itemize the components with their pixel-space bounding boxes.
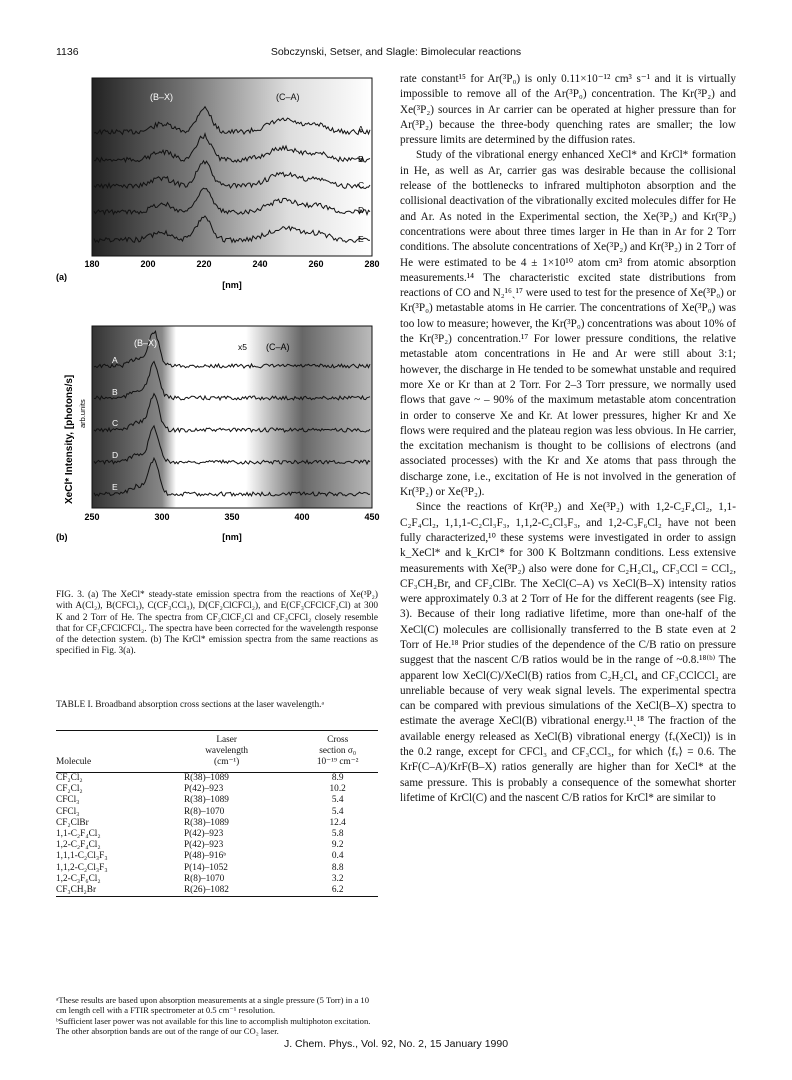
col-header-laser bbox=[156, 731, 297, 773]
trace-label-c: C bbox=[112, 418, 119, 428]
page-header bbox=[56, 46, 736, 62]
x-axis-label-b: [nm] bbox=[222, 532, 242, 542]
table-note-a: ᵃThese results are based upon absorption measurements at a single pressure (5 Torr) in a 10 cm length cell with a FTIR spectrometer at 0.5 cm⁻¹ resolution. bbox=[56, 995, 370, 1016]
x-tick: 400 bbox=[294, 512, 310, 522]
cell-laser: R(38)–1089 bbox=[183, 795, 229, 806]
band-label-ca: (C–A) bbox=[266, 342, 290, 352]
cell-cross: 5.4 bbox=[331, 806, 344, 817]
table-notes bbox=[56, 995, 378, 1036]
cell-cross: 0.4 bbox=[331, 851, 344, 862]
trace-label-a: A bbox=[112, 355, 118, 365]
x-axis-label-a: [nm] bbox=[222, 280, 242, 290]
cell-molecule: 1,1-C₂F₄Cl₂ bbox=[56, 829, 101, 840]
trace-label-d: D bbox=[358, 205, 365, 215]
cell-laser: R(26)–1082 bbox=[183, 885, 229, 896]
table-row bbox=[56, 885, 378, 897]
cell-cross: 8.9 bbox=[331, 773, 344, 783]
paragraph-1: rate constant¹⁵ for Ar(³P₀) is only 0.11×10⁻¹² cm³ s⁻¹ and it is virtually impossible to remove all of the Ar(³P₀) concentration. The Kr(³P₂) and Xe(³P₂) sources in Ar carrier can be operated at higher pressure than for Ar(³P₂) because the three-body quenching rates are smaller; the low pressure limits are determined by the diffusion rates. bbox=[400, 73, 736, 147]
cell-molecule: 1,1,1-C₂Cl₃F₃ bbox=[56, 851, 108, 862]
trace-label-d: D bbox=[112, 450, 119, 460]
col-header-cross bbox=[297, 731, 378, 773]
trace-label-c: C bbox=[358, 180, 365, 190]
table-row bbox=[56, 795, 378, 806]
running-title: Sobczynski, Setser, and Slagle: Bimolecular reactions bbox=[270, 46, 522, 58]
trace-label-a: A bbox=[358, 124, 364, 134]
cell-molecule: 1,2-C₃F₆Cl₂ bbox=[56, 873, 101, 884]
cell-molecule: CF₂Cl₂ bbox=[56, 773, 83, 783]
y-axis-label-b: XeCl* Intensity, [photons/s] bbox=[64, 374, 75, 504]
table-row bbox=[56, 874, 378, 885]
journal-footer: J. Chem. Phys., Vol. 92, No. 2, 15 January 1990 bbox=[283, 1038, 509, 1050]
header-line: 10⁻¹⁹ cm⁻² bbox=[316, 757, 359, 767]
cell-cross: 12.4 bbox=[329, 817, 346, 828]
x-tick: 240 bbox=[252, 259, 268, 269]
cell-molecule: 1,1,2-C₂Cl₃F₃ bbox=[56, 862, 108, 873]
x-tick: 280 bbox=[364, 259, 380, 269]
x-tick: 300 bbox=[154, 512, 170, 522]
cell-laser: P(48)–916ᵇ bbox=[183, 851, 227, 862]
cell-cross: 5.8 bbox=[331, 829, 344, 840]
scale-label-x5: x5 bbox=[238, 342, 247, 352]
cell-cross: 8.8 bbox=[331, 862, 344, 873]
table-body bbox=[56, 773, 378, 902]
cell-laser: R(8)–1070 bbox=[183, 873, 225, 884]
figure-caption: FIG. 3. (a) The XeCl* steady-state emission spectra from the reactions of Xe(³P₂) with A(Cl₂), B(CFCl₃), C(CF₃CCl₃), D(CF₂ClCFCl₂), and E(CF₃CFClCF₂Cl) at 300 K and 2 Torr of He. The spectra from CF₂ClCF₂Cl and CF₃CFCl₂ closely resemble that for CF₃CFClCFCl₂. The spectra have been corrected for the wavelength response of the detection system. (b) The KrCl* emission spectra from the same reactions as specified in Fig. 3(a). bbox=[56, 590, 378, 657]
x-tick: 350 bbox=[224, 512, 240, 522]
page-number: 1136 bbox=[56, 46, 79, 58]
cell-molecule: CFCl₃ bbox=[56, 806, 80, 817]
band-label-bx: (B–X) bbox=[134, 338, 158, 348]
trace-label-b: B bbox=[358, 154, 364, 164]
header-line: Laser bbox=[216, 735, 237, 745]
x-tick: 200 bbox=[140, 259, 156, 269]
table-header-row bbox=[56, 731, 378, 773]
trace-label-e: E bbox=[358, 234, 364, 244]
cell-cross: 3.2 bbox=[331, 873, 344, 884]
trace-label-b: B bbox=[112, 387, 118, 397]
figure-3b-plot bbox=[54, 318, 384, 566]
body-text-column bbox=[400, 72, 736, 806]
panel-label-b: (b) bbox=[56, 532, 68, 542]
x-tick: 260 bbox=[308, 259, 324, 269]
cell-cross: 6.2 bbox=[331, 885, 344, 896]
header-line: Cross bbox=[327, 735, 349, 745]
plot-area-shading bbox=[92, 326, 372, 508]
cell-cross: 9.2 bbox=[331, 840, 344, 851]
cell-laser: R(38)–1089 bbox=[183, 773, 229, 783]
band-label-ca: (C–A) bbox=[276, 92, 300, 102]
figure-3a bbox=[54, 70, 384, 310]
table-row bbox=[56, 807, 378, 818]
x-tick: 250 bbox=[84, 512, 100, 522]
table-row bbox=[56, 851, 378, 862]
y-axis-sublabel-b: arb.units bbox=[78, 399, 87, 428]
cell-laser: P(42)–923 bbox=[183, 840, 224, 851]
cell-molecule: 1,2-C₂F₄Cl₂ bbox=[56, 840, 101, 851]
x-tick: 220 bbox=[196, 259, 212, 269]
cell-laser: R(38)–1089 bbox=[183, 817, 229, 828]
cell-cross: 10.2 bbox=[329, 784, 346, 795]
x-ticks-b bbox=[84, 512, 379, 522]
table-row bbox=[56, 784, 378, 795]
cross-section-table bbox=[56, 730, 378, 901]
band-label-bx: (B–X) bbox=[150, 92, 174, 102]
paragraph-3: Since the reactions of Kr(³P₂) and Xe(³P₂) with 1,2-C₂F₄Cl₂, 1,1-C₂F₄Cl₂, 1,1,1-C₂Cl₃F₃, 1,1,2-C₂Cl₃F₃, and 1,2-C₃F₆Cl₂ have not been fully characterized,¹⁰ these systems were investigated in order to assign k_XeCl* and k_KrCl* for 300 K Boltzmann conditions. Less extensive measurements with Xe(³P₂) also were done for C₂H₂Cl₄, CF₃CCl = CCl₂, CF₃CH₂Br, and CF₂ClBr. The XeCl(C–A) vs XeCl(B–X) intensity ratios were approximately 0.3 at 2 Torr of He for the different reagents (see Fig. 3). Because of their long radiative lifetime, more than one-half of the XeCl(C) molecules are collisionally transferred to the B state even at 2 Torr of He.¹⁸ Prior studies of the dependence of the C/B ratio on pressure suggest that the nascent C/B ratios would be in the range of ~0.8.¹⁸⁽ᵇ⁾ The apparent low XeCl(C)/XeCl(B) ratios from C₂H₂Cl₄ and CF₃CClCCl₂ are unreliable because of very weak signal levels. The experimental spectra can be compared with previous simulations of the XeCl(B–X) spectra to estimate the average XeCl(B) vibrational energy.¹¹ˎ¹⁸ The fraction of the available energy released as XeCl(B) vibrational energy ⟨fᵥ(XeCl)⟩ is in the 0.2 range, except for CFCl₃ and CF₃CCl₃, for which ⟨fᵥ⟩ = 0.6. The KrF(C–A)/KrF(B–X) ratios generally are higher than for XeCl* at the same pressure. This is probably a consequence of the somewhat shorter lifetime of KrCl(C) and the nascent C/B ratios for KrCl* are similar to bbox=[400, 501, 736, 804]
y-axis-label-a: KrCl* Intensity, [photons/s] bbox=[68, 124, 78, 240]
header-line: wavelength bbox=[205, 746, 249, 756]
table-bottom-rule bbox=[56, 897, 378, 902]
x-tick: 180 bbox=[84, 259, 100, 269]
table-row bbox=[56, 840, 378, 851]
paragraph-2: Study of the vibrational energy enhanced XeCl* and KrCl* formation in He, as well as Ar, carrier gas was desirable because the collisional release of the bottlenecks to infrared multiphoton absorption and the collisional deactivation of the vibrationally excited molecules differ for He and Ar. As noted in the Experimental section, the Xe(³P₂) and Kr(³P₂) concentrations were about three times larger in He than in Ar for 2 Torr conditions. The absolute concentrations of Xe(³P₂) and Kr(³P₂) in 2 Torr of He were estimated to be 4 ± 1×10¹⁰ atom cm³ from atomic absorption measurements.¹⁴ The characteristic excited state distributions from reactions of CO and N₂¹⁶ˎ¹⁷ were used to test for the presence of Xe(³P₀) or Kr(³P₀) metastable atoms in He carrier. The concentrations of Xe(³P₀) was too low to measure; however, the Kr(³P₀) concentrations was about 10% of the Kr(³P₂) concentration.¹⁷ For lower pressure conditions, the relative metastable atom concentrations in He and Ar were still about 3:1; however, the discharge in He tended to be somewhat unstable and required more Xe or Kr than at 2 Torr. For 2–3 Torr pressure, we normally used flows that gave ~ – 90% of the maximum metastable atom concentration in order to conserve Xe and Kr. At lower pressures, higher Kr and Xe flows were required and the plateau region was less obvious. In He carrier, the excitation mechanism is thought to be collisions of electrons (and associated processes) with the Kr and Xe atoms that pass through the discharge zone, i.e., excitation of He is not involved in the generation of Kr(³P₂) or Xe(³P₂). bbox=[400, 149, 736, 499]
y-axis-sublabel-a: arb.units bbox=[80, 176, 89, 205]
table-row bbox=[56, 818, 378, 829]
cell-molecule: CFCl₃ bbox=[56, 795, 80, 806]
table-row bbox=[56, 773, 378, 785]
table-row bbox=[56, 829, 378, 840]
x-ticks-a bbox=[84, 259, 379, 269]
plot-area-shading bbox=[92, 78, 372, 256]
col-header-molecule: Molecule bbox=[56, 757, 92, 767]
cell-laser: P(14)–1052 bbox=[183, 862, 228, 873]
table-note-b: ᵇSufficient laser power was not available for this line to accomplish multiphoton excitation. The other absorption bands are out of the range of our CO₂ laser. bbox=[56, 1015, 371, 1036]
table-title: TABLE I. Broadband absorption cross sections at the laser wavelength.ᵃ bbox=[56, 700, 324, 710]
panel-label-a: (a) bbox=[56, 272, 67, 282]
cell-molecule: CF₂Cl₂ bbox=[56, 784, 83, 795]
table-row bbox=[56, 863, 378, 874]
figure-3b bbox=[54, 318, 384, 566]
header-line: section σ₀ bbox=[319, 746, 357, 756]
cell-laser: R(8)–1070 bbox=[183, 806, 225, 817]
x-tick: 450 bbox=[364, 512, 380, 522]
cell-molecule: CF₂ClBr bbox=[56, 817, 89, 828]
cell-laser: P(42)–923 bbox=[183, 784, 224, 795]
cell-cross: 5.4 bbox=[331, 795, 344, 806]
cell-laser: P(42)–923 bbox=[183, 829, 224, 840]
figure-3a-plot bbox=[54, 70, 384, 310]
cell-molecule: CF₃CH₂Br bbox=[56, 885, 97, 896]
trace-label-e: E bbox=[112, 482, 118, 492]
header-line: (cm⁻¹) bbox=[214, 757, 240, 767]
